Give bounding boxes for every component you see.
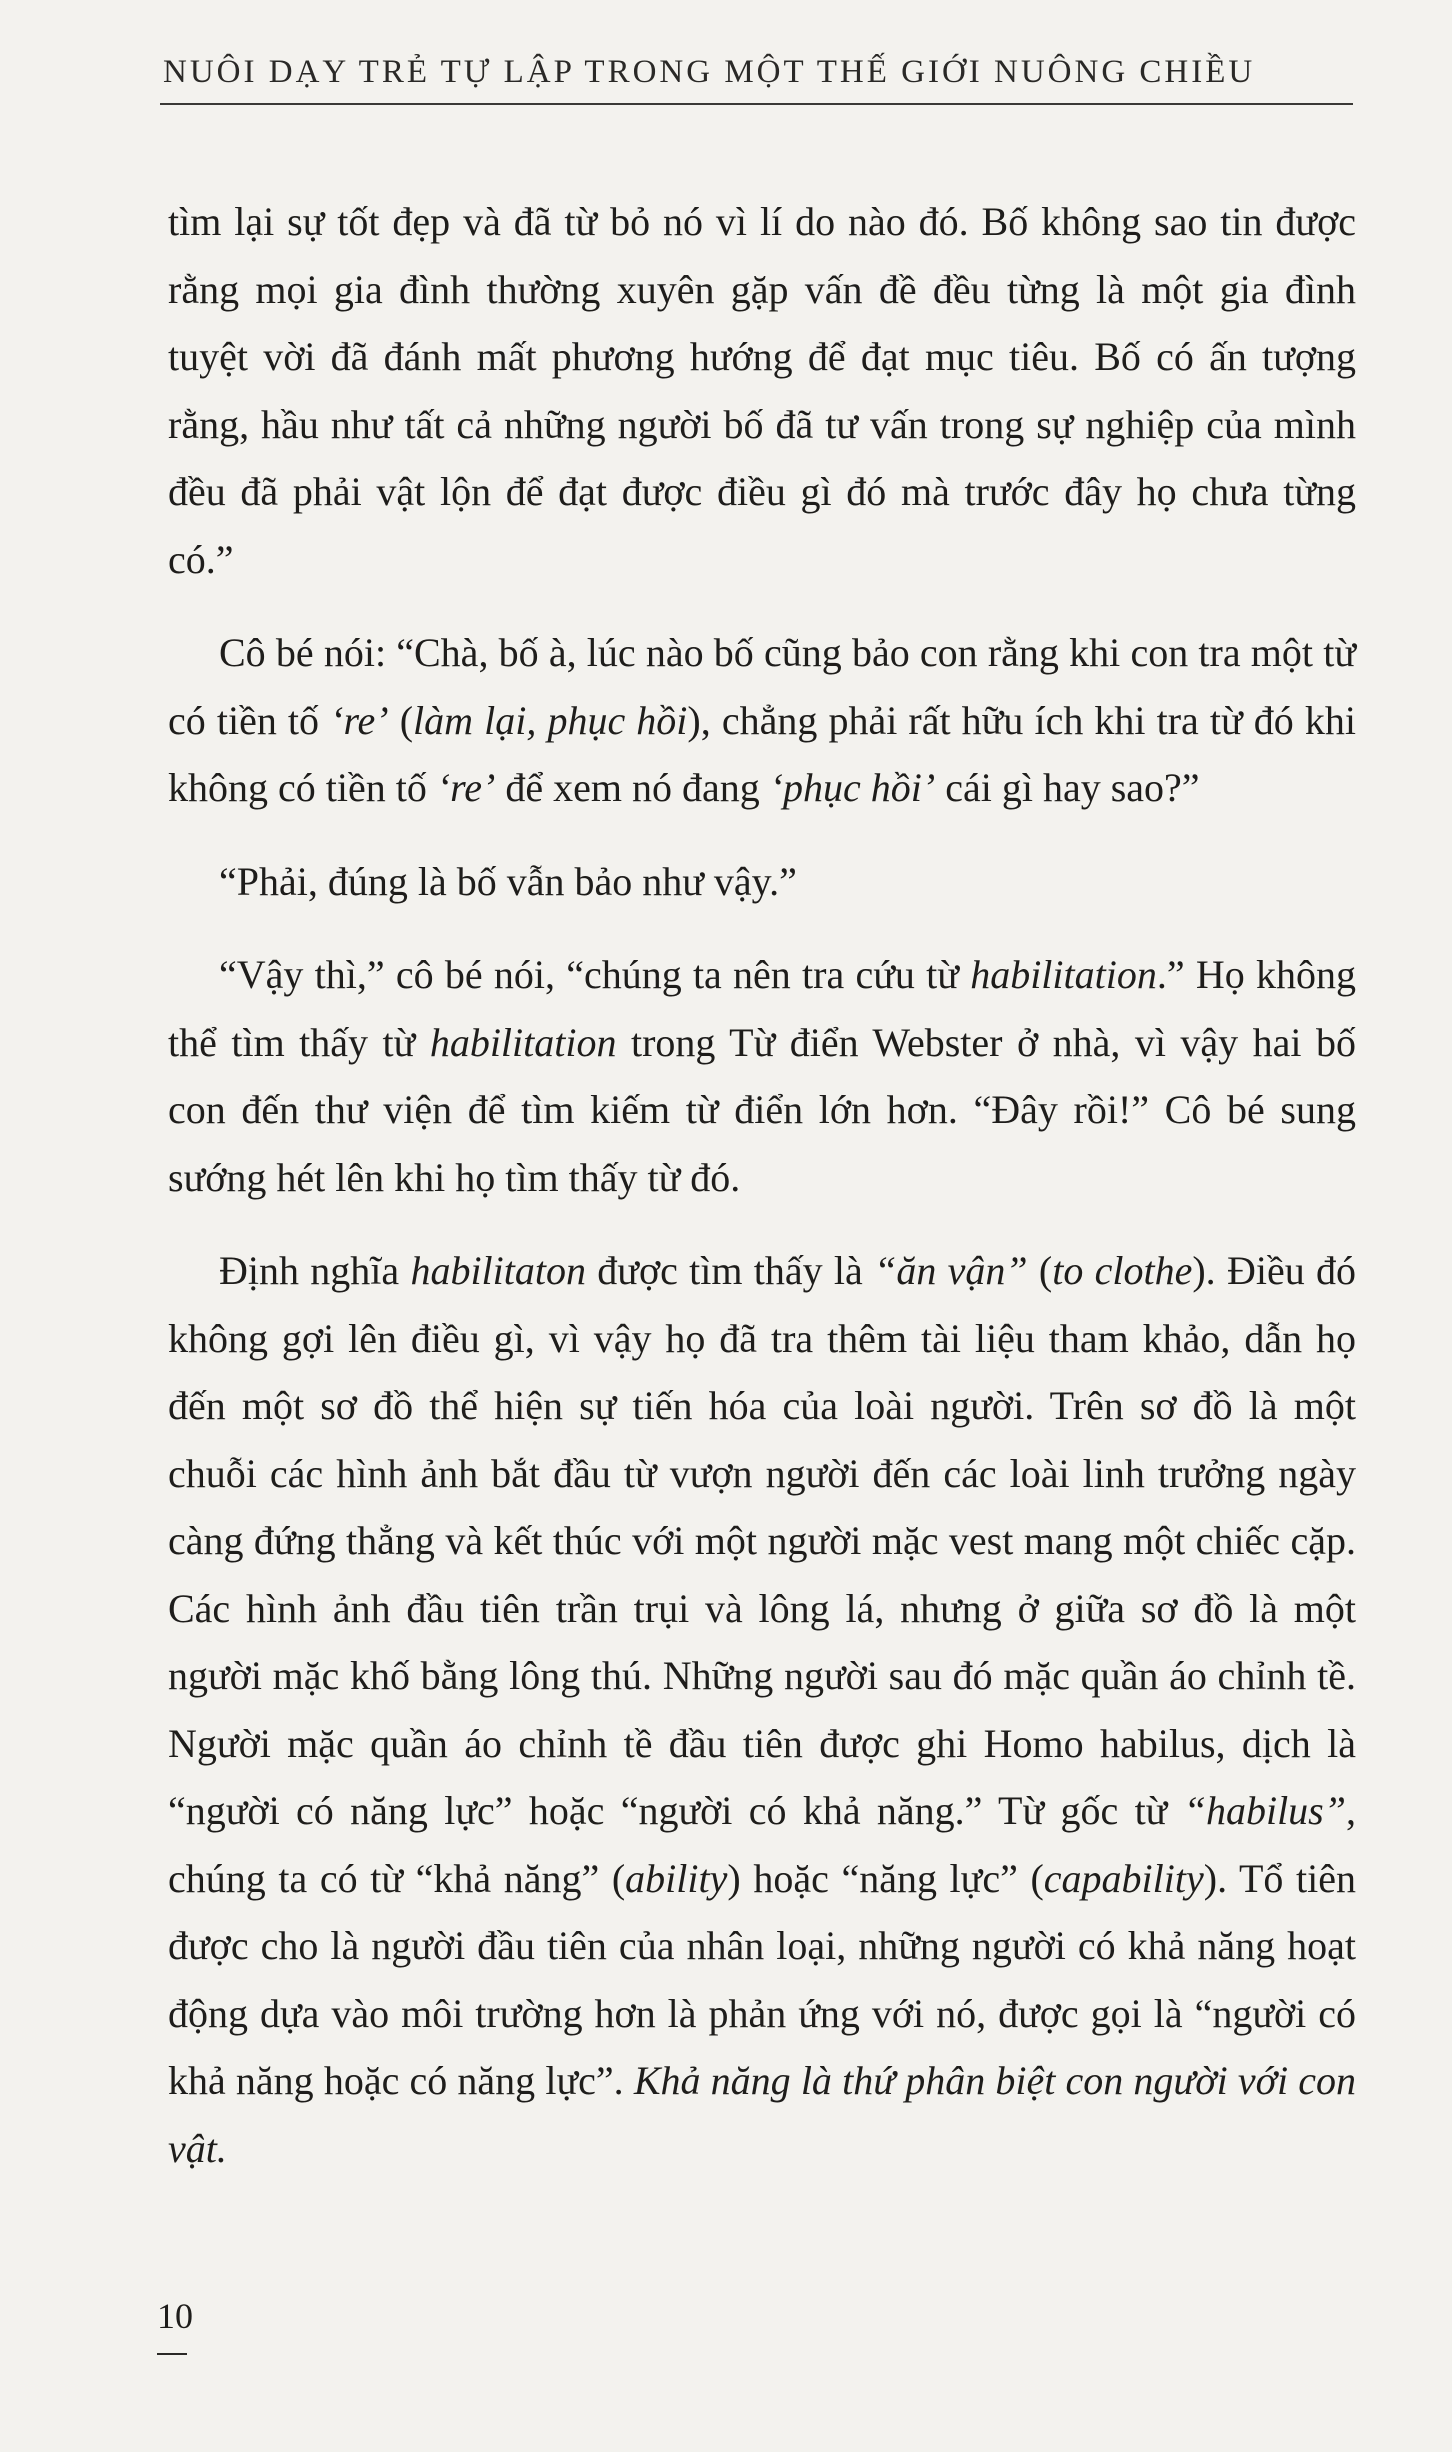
page-number: 10 <box>157 2296 193 2336</box>
paragraph-dialogue-father: “Phải, đúng là bố vẫn bảo như vậy.” <box>219 858 797 904</box>
header-divider <box>160 103 1353 105</box>
paragraph-habilitation-definition: Định nghĩa habilitaton được tìm thấy là “ăn vận” (to clothe). Điều đó không gợi lên điều gì, vì vậy họ đã tra thêm tài liệu tham khảo, dẫn họ đến một sơ đồ thể hiện sự tiến hóa của loài người. Trên sơ đồ là một chuỗi các hình ảnh bắt đầu từ vượn người đến các loài linh trưởng ngày càng đứng thẳng và kết thúc với một người mặc vest mang một chiếc cặp. Các hình ảnh đầu tiên trần trụi và lông lá, nhưng ở giữa sơ đồ là một người mặc khố bằng lông thú. Những người sau đó mặc quần áo chỉnh tề. Người mặc quần áo chỉnh tề đầu tiên được ghi Homo habilus, dịch là “người có năng lực” hoặc “người có khả năng.” Từ gốc từ “habilus”, chúng ta có từ “khả năng” (ability) hoặc “năng lực” (capability). Tổ tiên được cho là người đầu tiên của nhân loại, những người có khả năng hoạt động dựa vào môi trường hơn là phản ứng với nó, được gọi là “người có khả năng hoặc có năng lực”. Khả năng là thứ phân biệt con người với con vật. <box>168 1248 1356 2171</box>
body-text <box>168 188 1356 2208</box>
running-header: NUÔI DẠY TRẺ TỰ LẬP TRONG MỘT THẾ GIỚI NUÔNG CHIỀU <box>163 54 1256 90</box>
paragraph-habilitation-search: “Vậy thì,” cô bé nói, “chúng ta nên tra cứu từ habilitation.” Họ không thể tìm thấy từ habilitation trong Từ điển Webster ở nhà, vì vậy hai bố con đến thư viện để tìm kiếm từ điển lớn hơn. “Đây rồi!” Cô bé sung sướng hét lên khi họ tìm thấy từ đó. <box>168 952 1357 1200</box>
paragraph-continuation: tìm lại sự tốt đẹp và đã từ bỏ nó vì lí do nào đó. Bố không sao tin được rằng mọi gia đình thường xuyên gặp vấn đề đều từng là một gia đình tuyệt vời đã đánh mất phương hướng để đạt mục tiêu. Bố có ấn tượng rằng, hầu như tất cả những người bố đã tư vấn trong sự nghiệp của mình đều đã phải vật lộn để đạt được điều gì đó mà trước đây họ chưa từng có.” <box>168 199 1356 582</box>
footer-divider <box>157 2353 187 2355</box>
paragraph-dialogue-re-prefix: Cô bé nói: “Chà, bố à, lúc nào bố cũng bảo con rằng khi con tra một từ có tiền tố ‘re’ (làm lại, phục hồi), chẳng phải rất hữu ích khi tra từ đó khi không có tiền tố ‘re’ để xem nó đang ‘phục hồi’ cái gì hay sao?” <box>168 630 1356 810</box>
